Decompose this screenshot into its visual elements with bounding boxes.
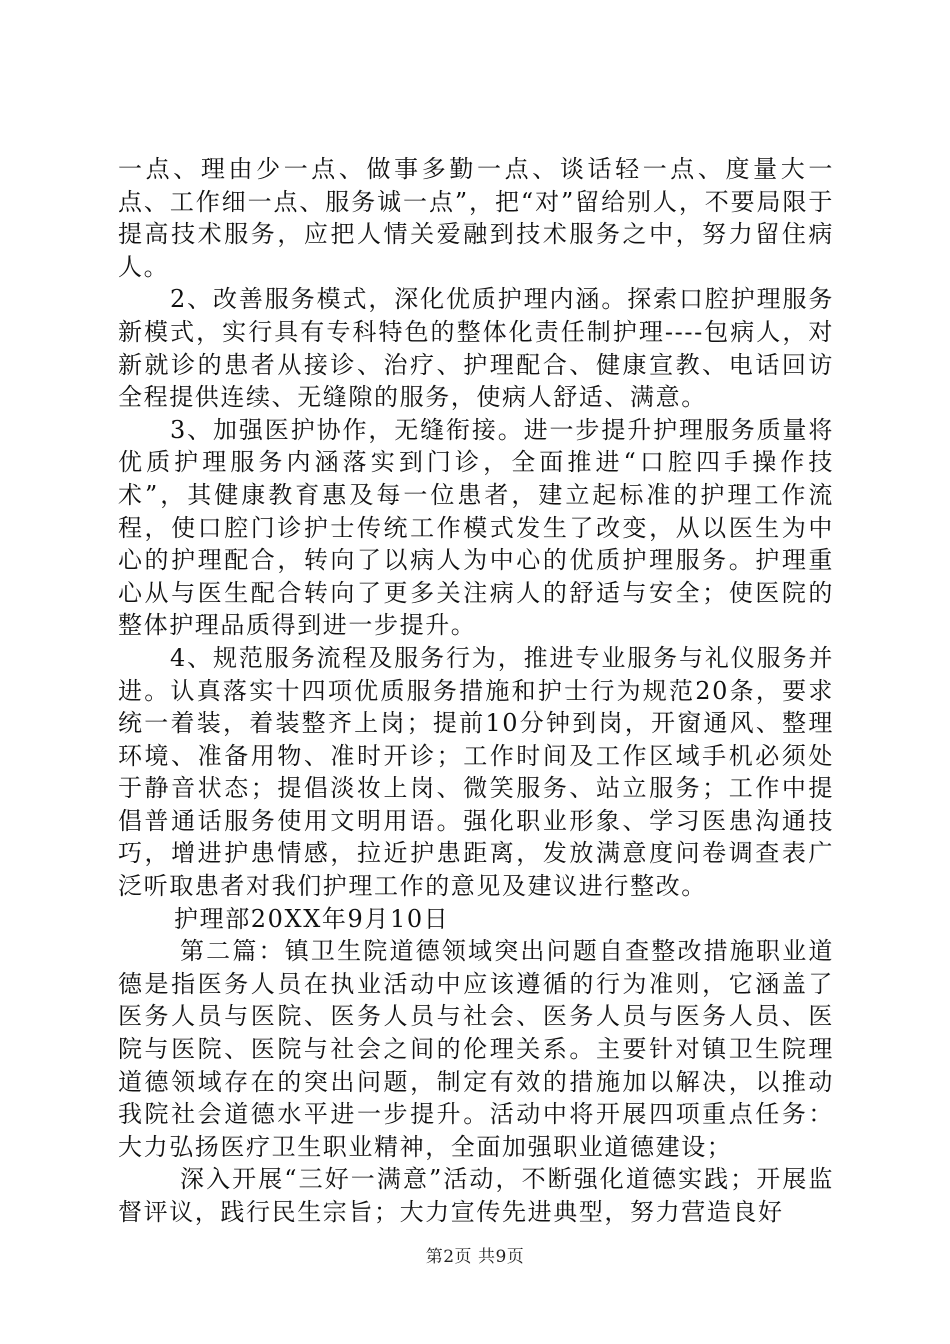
paragraph-item-4: 4、规范服务流程及服务行为，推进专业服务与礼仪服务并进。认真落实十四项优质服务措施和护士行为规范20条，要求统一着装，着装整齐上岗；提前10分钟到岗，开窗通风、整理环境、准备用物、准时开诊；工作时间及工作区域手机必须处于静音状态；提倡淡妆上岗、微笑服务、站立服务；工作中提倡普通话服务使用文明用语。强化职业形象、学习医患沟通技巧，增进护患情感，拉近护患距离，发放满意度问卷调查表广泛听取患者对我们护理工作的意见及建议进行整改。	[118, 643, 834, 901]
paragraph-part-two: 第二篇：镇卫生院道德领域突出问题自查整改措施职业道德是指医务人员在执业活动中应该遵循的行为准则，它涵盖了医务人员与医院、医务人员与社会、医务人员与医务人员、医院与医院、医院与社会之间的伦理关系。主要针对镇卫生院理道德领域存在的突出问题，制定有效的措施加以解决，以推动我院社会道德水平进一步提升。活动中将开展四项重点任务：大力弘扬医疗卫生职业精神，全面加强职业道德建设；	[118, 937, 834, 1161]
document-body	[118, 153, 834, 1229]
paragraph-part-two-continued: 深入开展“三好一满意”活动，不断强化道德实践；开展监督评议，践行民生宗旨；大力宣传先进典型，努力营造良好	[118, 1165, 834, 1226]
paragraph-item-3: 3、加强医护协作，无缝衔接。进一步提升护理服务质量将优质护理服务内涵落实到门诊，全面推进“口腔四手操作技术”，其健康教育惠及每一位患者，建立起标准的护理工作流程，使口腔门诊护士传统工作模式发生了改变，从以医生为中心的护理配合，转向了以病人为中心的优质护理服务。护理重心从与医生配合转向了更多关注病人的舒适与安全；使医院的整体护理品质得到进一步提升。	[118, 415, 834, 640]
paragraph-item-2: 2、改善服务模式，深化优质护理内涵。探索口腔护理服务新模式，实行具有专科特色的整体化责任制护理----包病人，对新就诊的患者从接诊、治疗、护理配合、健康宣教、电话回访全程提供连续、无缝隙的服务，使病人舒适、满意。	[118, 285, 834, 412]
signature-line: 护理部20XX年9月10日	[174, 904, 450, 933]
paragraph-continuation: 一点、理由少一点、做事多勤一点、谈话轻一点、度量大一点、工作细一点、服务诚一点”，把“对”留给别人，不要局限于提高技术服务，应把人情关爱融到技术服务之中，努力留住病人。	[118, 155, 834, 281]
page-number-footer: 第2页 共9页	[425, 1247, 525, 1267]
